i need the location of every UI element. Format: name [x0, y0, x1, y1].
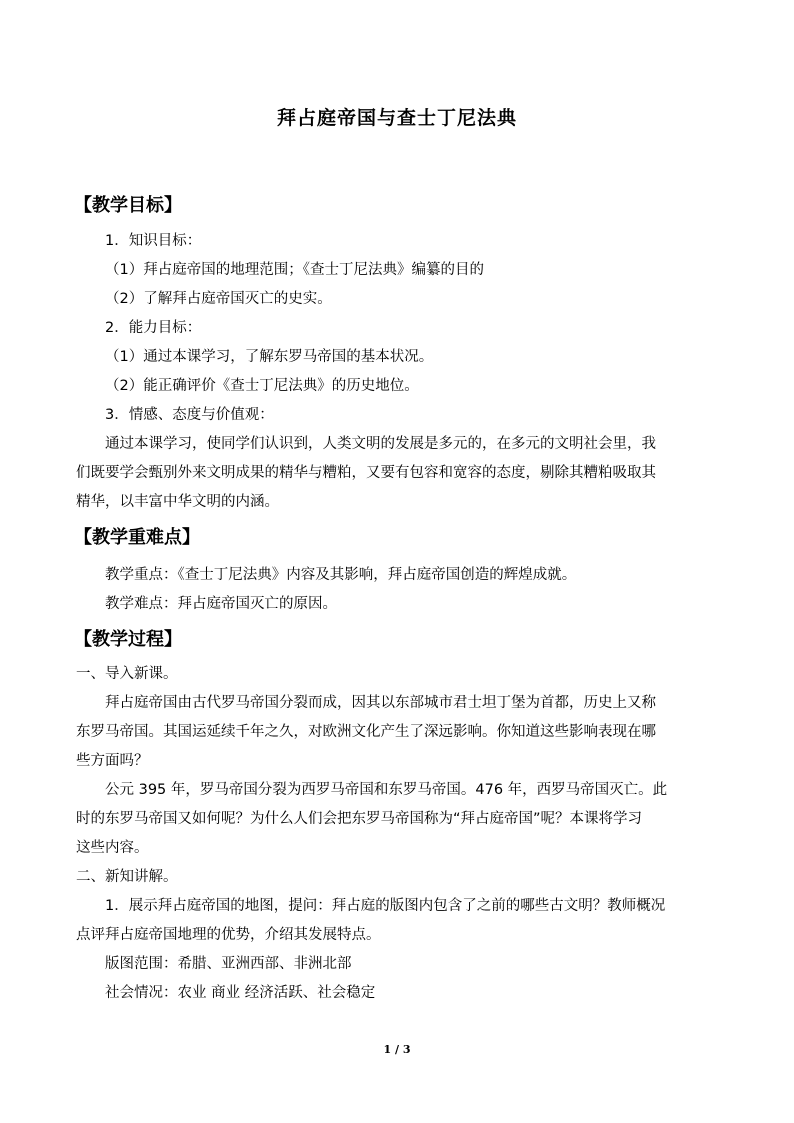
- process-line: 版图范围：希腊、亚洲西部、非洲北部: [105, 956, 352, 972]
- heading-key-points: 【教学重难点】: [74, 527, 200, 548]
- key-point-line: 教学重点：《查士丁尼法典》内容及其影响，拜占庭帝国创造的辉煌成就。: [105, 567, 577, 583]
- objective-line: 1．知识目标：: [105, 233, 202, 249]
- process-line: 公元 395 年，罗马帝国分裂为西罗马帝国和东罗马帝国。476 年，西罗马帝国灭亡。此: [105, 782, 668, 798]
- process-line: 二、新知讲解。: [76, 869, 178, 885]
- process-line: 1．展示拜占庭帝国的地图，提问：拜占庭的版图内包含了之前的哪些古文明？教师概况: [105, 898, 666, 914]
- document-title: 拜占庭帝国与查士丁尼法典: [276, 107, 517, 129]
- objective-paragraph-line: 通过本课学习，使同学们认识到，人类文明的发展是多元的，在多元的文明社会里，我: [105, 436, 656, 452]
- process-line: 拜占庭帝国由古代罗马帝国分裂而成，因其以东部城市君士坦丁堡为首都，历史上又称: [105, 695, 656, 711]
- objective-paragraph-line: 精华，以丰富中华文明的内涵。: [76, 494, 279, 510]
- process-line: 时的东罗马帝国又如何呢？为什么人们会把东罗马帝国称为“拜占庭帝国”呢？本课将学习: [76, 811, 643, 827]
- process-line: 些方面吗？: [76, 753, 149, 769]
- heading-teaching-objectives: 【教学目标】: [74, 195, 182, 216]
- process-line: 一、导入新课。: [76, 666, 178, 682]
- objective-line: （1）拜占庭帝国的地理范围；《查士丁尼法典》编纂的目的: [105, 262, 484, 278]
- process-line: 东罗马帝国。其国运延续千年之久，对欧洲文化产生了深远影响。你知道这些影响表现在哪: [76, 724, 656, 740]
- objective-line: （2）能正确评价《查士丁尼法典》的历史地位。: [105, 378, 419, 394]
- objective-line: （2）了解拜占庭帝国灭亡的史实。: [105, 291, 332, 307]
- process-line: 社会情况：农业 商业 经济活跃、社会稳定: [105, 985, 376, 1001]
- objective-line: 3．情感、态度与价值观：: [105, 407, 274, 423]
- process-line: 这些内容。: [76, 840, 149, 856]
- process-line: 点评拜占庭帝国地理的优势，介绍其发展特点。: [76, 927, 381, 943]
- objective-line: （1）通过本课学习，了解东罗马帝国的基本状况。: [105, 349, 434, 365]
- page-number: 1 / 3: [383, 1043, 411, 1056]
- objective-paragraph-line: 们既要学会甄别外来文明成果的精华与糟粕，又要有包容和宽容的态度，剔除其糟粕吸取其: [76, 465, 656, 481]
- heading-teaching-process: 【教学过程】: [74, 629, 182, 650]
- objective-line: 2．能力目标：: [105, 320, 202, 336]
- key-point-line: 教学难点：拜占庭帝国灭亡的原因。: [105, 596, 337, 612]
